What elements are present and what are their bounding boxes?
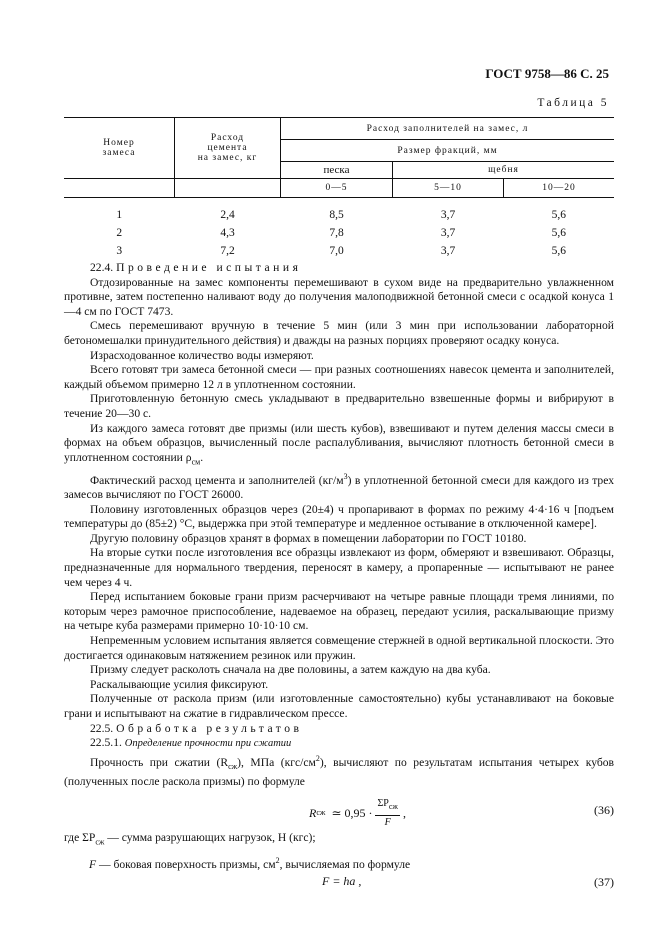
formula-36: R сж ≃ 0,95 · $\frac{\Sigma P_{сж}}{F}$ , (36) xyxy=(309,798,614,828)
where-line-1: где $\Sigma P_{сж}$ — сумма разрушающих нагрузок, Н (кгс); xyxy=(64,831,316,847)
equation-number: (36) xyxy=(594,803,614,818)
paragraph: Прочность при сжатии $(R_{сж})$, МПа $(кгс/см^2)$, вычисляют по результатам испытания четырех кубов (полученных после раскола призмы) по формуле xyxy=(64,753,615,788)
composition-table xyxy=(64,117,614,260)
table-caption: Таблица 5 xyxy=(537,97,609,109)
paragraph: Из каждого замеса готовят две призмы (или шесть кубов), взвешивают и путем деления массы смеси в формах на объем образцов, вычисленный после распалубливания, вычисляют плотность бетонной смеси в уплотненном состоянии $\rho_{см}$. xyxy=(64,421,614,467)
paragraph: Раскалывающие усилия фиксируют. xyxy=(90,677,269,691)
where-line-2: F — боковая поверхность призмы, $см^2$, вычисляемая по формуле xyxy=(89,856,411,871)
header-sand: песка xyxy=(281,162,393,179)
header-gravel: щебня xyxy=(393,162,615,179)
paragraph: Всего готовят три замеса бетонной смеси — при разных соотношениях навесок цемента и заполнителей, каждый объемом примерно 12 л в уплотненном состоянии. xyxy=(64,363,614,391)
paragraph: Смесь перемешивают вручную в течение 5 мин (или 3 мин при использовании лабораторной бетономешалки принудительного действия) и дважды на разных порциях проверяют осадку конуса. xyxy=(64,319,614,347)
paragraph: Приготовленную бетонную смесь укладывают в предварительно взвешенные формы и вибрируют в течение 20—30 с. xyxy=(64,392,614,420)
header-filler: Расход заполнителей на замес, л xyxy=(281,118,615,140)
table-row: 1 2,4 8,5 3,7 5,6 xyxy=(116,208,566,221)
section-22-4-heading: 22.4. Проведение испытания xyxy=(90,261,302,274)
subsection-22-5-1-heading: 22.5.1. Определение прочности при сжатии xyxy=(90,736,292,750)
paragraph: Фактический расход цемента и заполнителей $(кг/м^3)$ в уплотненной бетонной смеси для каждого из трех замесов вычисляют по ГОСТ 26000. xyxy=(64,471,614,502)
equation-number: (37) xyxy=(594,875,614,890)
fraction-0-5: 0—5 xyxy=(281,179,393,198)
fraction-10-20: 10—20 xyxy=(504,179,615,198)
paragraph: Отдозированные на замес компоненты перемешивают в сухом виде на предварительно увлажненном противне, затем постепенно наливают воду до получения малоподвижной бетонной смеси с осадкой конуса 1—4 см по ГОСТ 7473. xyxy=(64,275,614,318)
paragraph: Израсходованное количество воды измеряют. xyxy=(90,348,314,362)
header-cement: Расход цемента на замес, кг xyxy=(175,118,281,179)
header-fraction: Размер фракций, мм xyxy=(281,140,615,162)
formula-37: F = ha , (37) xyxy=(322,874,614,890)
header-number: Номер замеса xyxy=(64,118,175,179)
paragraph: Другую половину образцов хранят в формах в помещении лаборатории по ГОСТ 10180. xyxy=(90,531,527,545)
paragraph: На вторые сутки после изготовления все образцы извлекают из форм, обмеряют и взвешивают. Образцы, предназначенные для нормального твердения, переносят в камеру, а пропаренные — испытывают не ранее чем через 4 ч. xyxy=(64,546,614,589)
body-text xyxy=(64,261,614,894)
paragraph: Перед испытанием боковые грани призм расчерчивают на четыре равные площади тремя линиями, по которым через рамочное приспособление, надеваемое на образец, передают усилия, раскалывающие призму на четыре куба размерами примерно 10·10·10 см. xyxy=(64,590,614,633)
page-header: ГОСТ 9758—86 С. 25 xyxy=(485,66,609,81)
paragraph: Полученные от раскола призм (или изготовленные самостоятельно) кубы устанавливают на боковые грани и испытывают на сжатие в гидравлическом прессе. xyxy=(64,692,614,720)
paragraph: Половину изготовленных образцов через (20±4) ч пропаривают в формах по режиму 4·4·16 ч [подъем температуры до (85±2) °С, выдержка при этой температуре и медленное остывание в отключенной камере]. xyxy=(64,502,614,531)
table-row: 3 7,2 7,0 3,7 5,6 xyxy=(116,244,566,257)
table-row: 2 4,3 7,8 3,7 5,6 xyxy=(116,226,566,239)
fraction-5-10: 5—10 xyxy=(393,179,504,198)
paragraph: Призму следует расколоть сначала на две половины, а затем каждую на два куба. xyxy=(90,663,491,677)
paragraph: Непременным условием испытания является совмещение стержней в одной вертикальной плоскости. Это достигается одинаковым натяжением резинок или пружин. xyxy=(64,634,614,662)
section-22-5-heading: 22.5. Обработка результатов xyxy=(90,721,303,735)
